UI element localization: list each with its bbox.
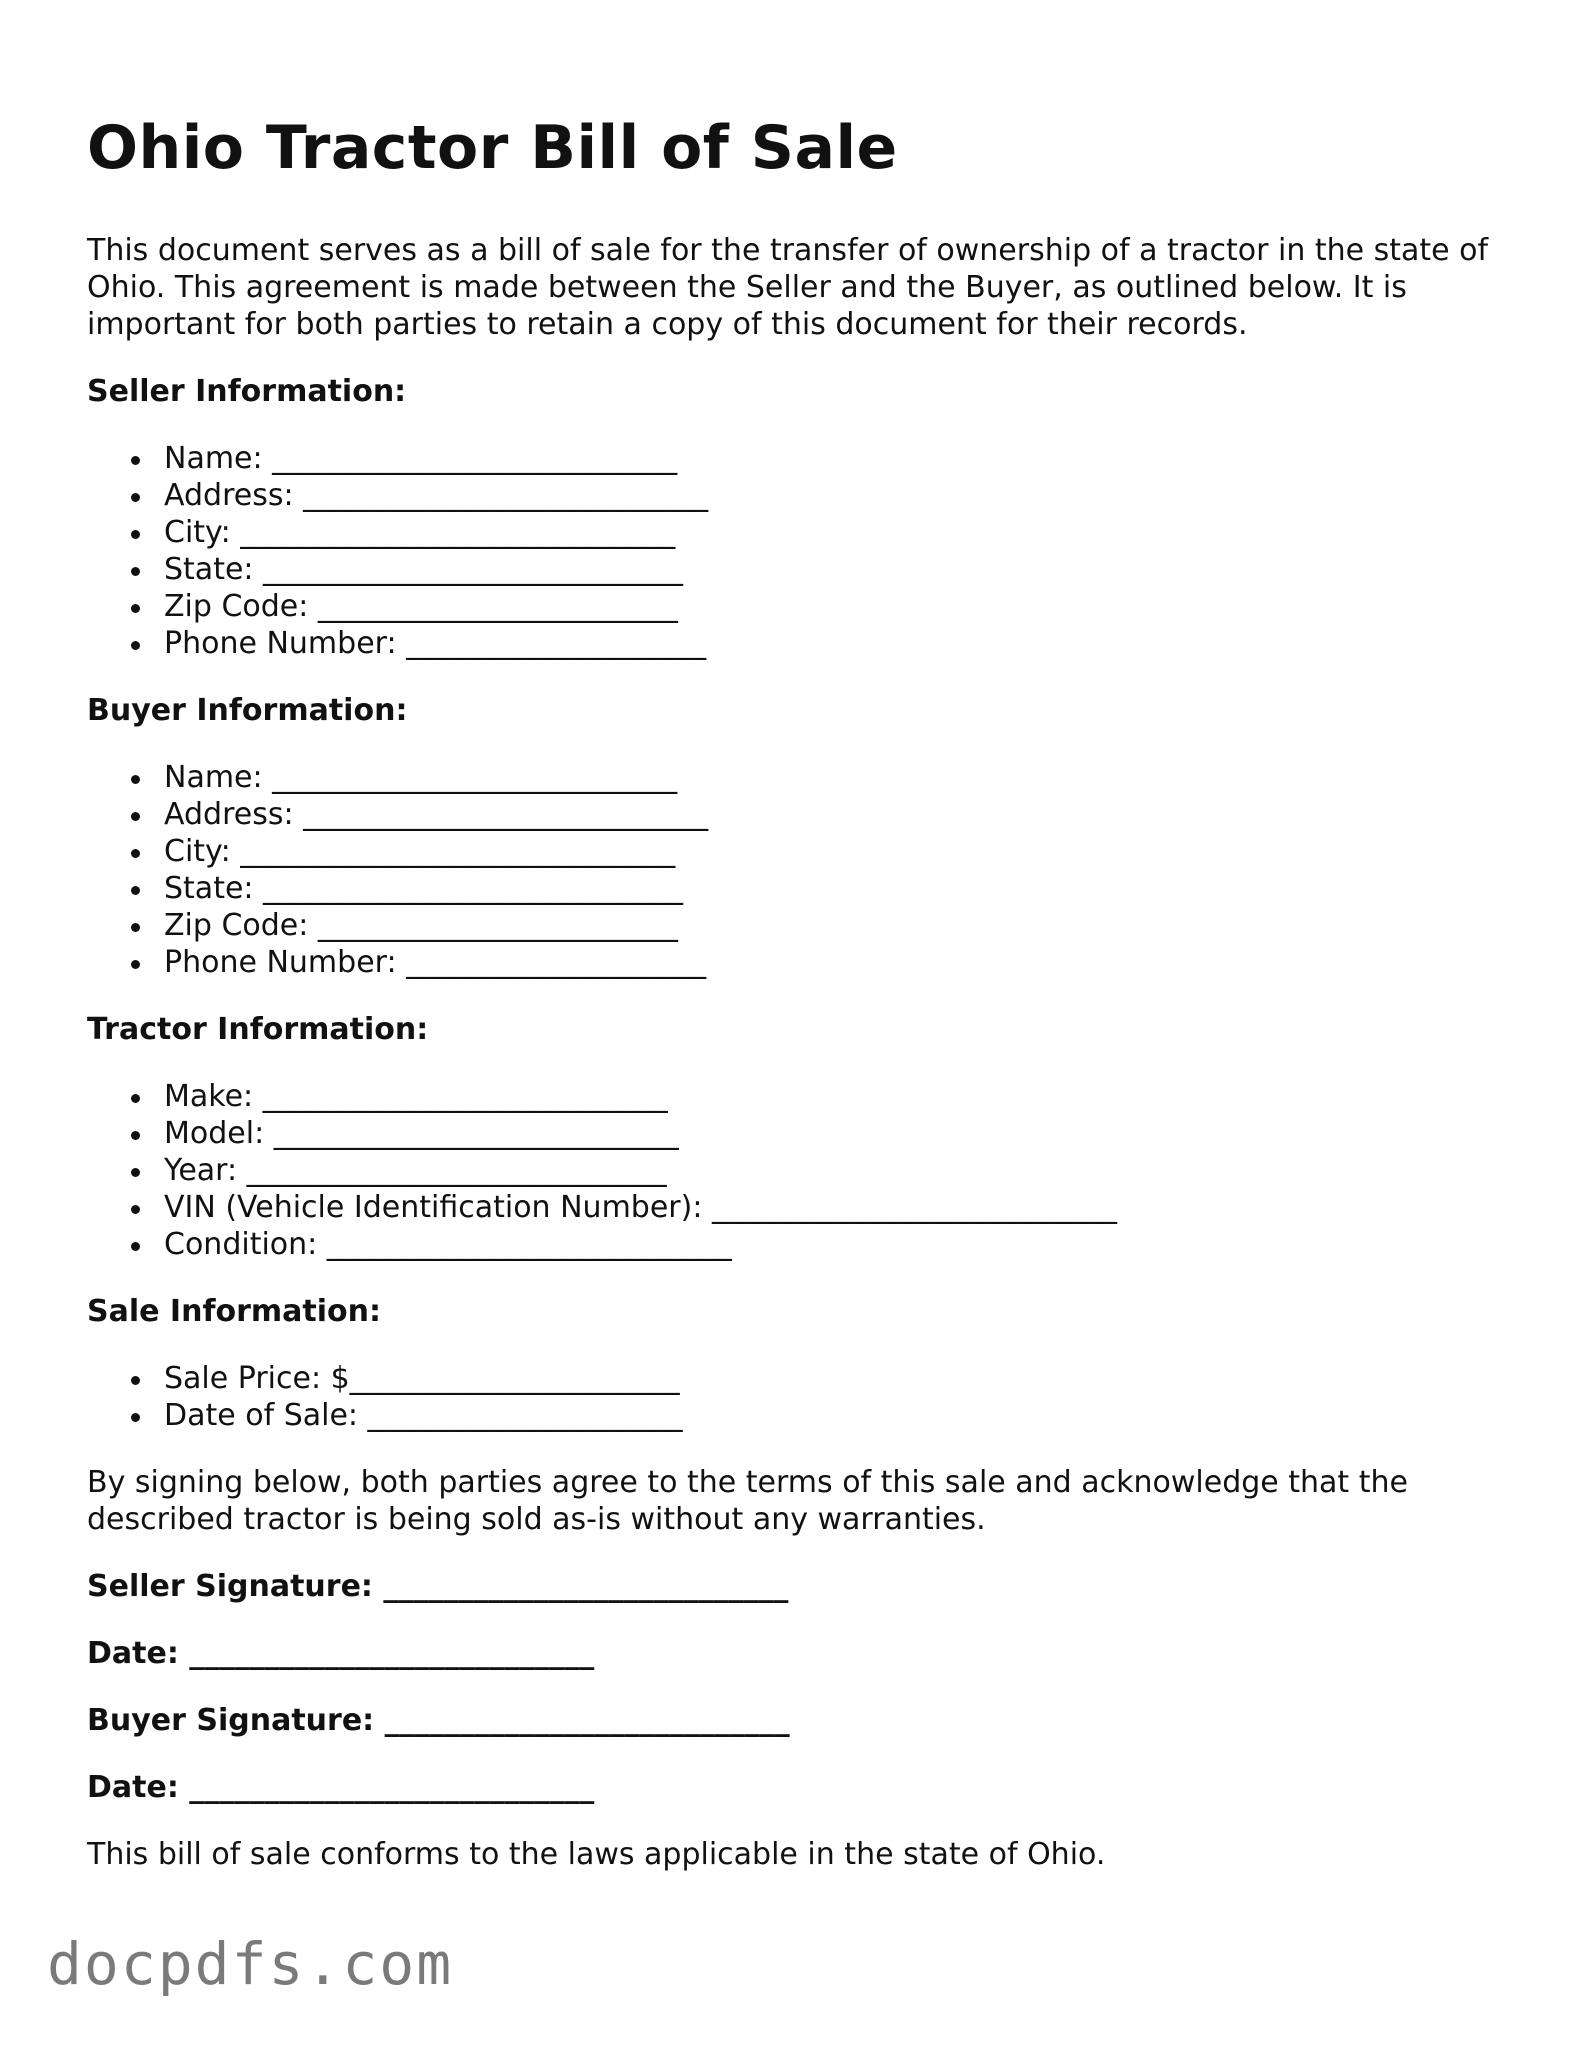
seller-date-line[interactable]: Date: ___________________________ — [87, 1636, 595, 1671]
intro-paragraph: This document serves as a bill of sale for the transfer of ownership of a tractor in the state of Ohio. This agreement is made between the Seller and the Buyer, as outlined below. It is important for both parties to retain a copy of this document for their records. — [87, 233, 1489, 342]
tractor-heading: Tractor Information: — [87, 1012, 429, 1047]
seller-name-field[interactable]: Name: ___________________________ — [164, 440, 1507, 477]
seller-phone-field[interactable]: Phone Number: ____________________ — [164, 625, 1507, 662]
seller-signature-line[interactable]: Seller Signature: ___________________________ — [87, 1569, 789, 1604]
buyer-name-field[interactable]: Name: ___________________________ — [164, 759, 1507, 796]
tractor-year-field[interactable]: Year: ____________________________ — [164, 1152, 1507, 1189]
watermark-logo: docpdfs.com — [47, 1930, 454, 1998]
seller-zip-field[interactable]: Zip Code: ________________________ — [164, 588, 1507, 625]
tractor-list — [87, 1078, 1507, 1263]
document-page — [87, 108, 1507, 1903]
document-title: Ohio Tractor Bill of Sale — [87, 113, 898, 183]
buyer-address-field[interactable]: Address: ___________________________ — [164, 796, 1507, 833]
buyer-list — [87, 759, 1507, 981]
tractor-condition-field[interactable]: Condition: ___________________________ — [164, 1226, 1507, 1263]
buyer-heading: Buyer Information: — [87, 693, 408, 728]
buyer-state-field[interactable]: State: ____________________________ — [164, 870, 1507, 907]
sale-heading: Sale Information: — [87, 1294, 381, 1329]
tractor-vin-field[interactable]: VIN (Vehicle Identification Number): ___________________________ — [164, 1189, 1507, 1226]
buyer-zip-field[interactable]: Zip Code: ________________________ — [164, 907, 1507, 944]
buyer-city-field[interactable]: City: _____________________________ — [164, 833, 1507, 870]
seller-list — [87, 440, 1507, 662]
buyer-phone-field[interactable]: Phone Number: ____________________ — [164, 944, 1507, 981]
buyer-date-line[interactable]: Date: ___________________________ — [87, 1770, 595, 1805]
sale-list — [87, 1360, 1507, 1434]
footer-note: This bill of sale conforms to the laws applicable in the state of Ohio. — [87, 1837, 1106, 1872]
sale-price-field[interactable]: Sale Price: $______________________ — [164, 1360, 1507, 1397]
sale-date-field[interactable]: Date of Sale: _____________________ — [164, 1397, 1507, 1434]
buyer-signature-line[interactable]: Buyer Signature: ___________________________ — [87, 1703, 790, 1738]
tractor-make-field[interactable]: Make: ___________________________ — [164, 1078, 1507, 1115]
seller-heading: Seller Information: — [87, 374, 407, 409]
seller-state-field[interactable]: State: ____________________________ — [164, 551, 1507, 588]
seller-address-field[interactable]: Address: ___________________________ — [164, 477, 1507, 514]
seller-city-field[interactable]: City: _____________________________ — [164, 514, 1507, 551]
agreement-paragraph: By signing below, both parties agree to the terms of this sale and acknowledge that the described tractor is being sold as-is without any warranties. — [87, 1465, 1408, 1537]
tractor-model-field[interactable]: Model: ___________________________ — [164, 1115, 1507, 1152]
